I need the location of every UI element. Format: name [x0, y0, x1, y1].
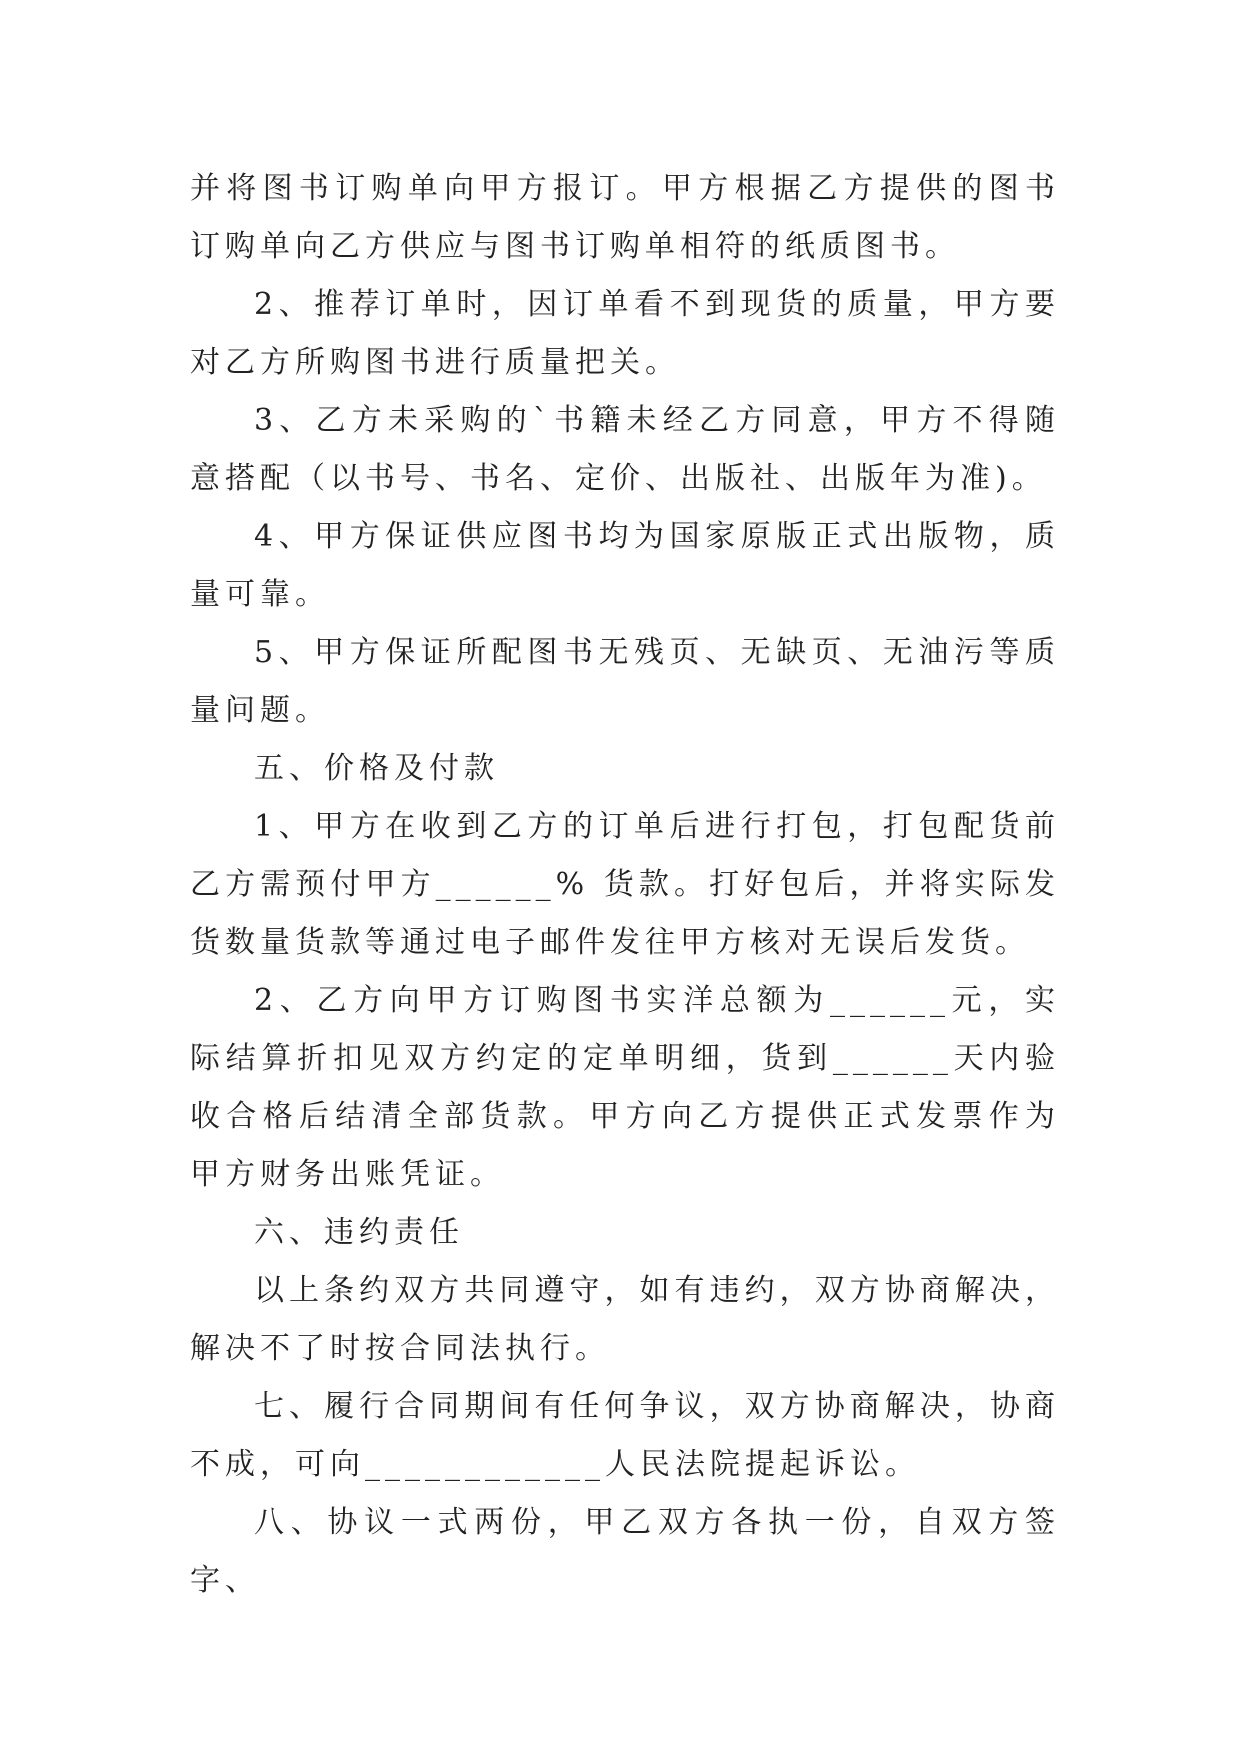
paragraph-breach: 以上条约双方共同遵守，如有违约，双方协商解决，解决不了时按合同法执行。: [190, 1273, 1060, 1366]
paragraph-copies: 八、协议一式两份，甲乙双方各执一份，自双方签字、: [190, 1505, 1060, 1598]
paragraph-payment-2: 2、乙方向甲方订购图书实洋总额为______元，实际结算折扣见双方约定的定单明细，货到______天内验收合格后结清全部货款。甲方向乙方提供正式发票作为甲方财务出账凭证。: [190, 983, 1060, 1192]
paragraph-clause-2: 2、推荐订单时，因订单看不到现货的质量，甲方要对乙方所购图书进行质量把关。: [190, 287, 1060, 380]
paragraph-continuation: 并将图书订购单向甲方报订。甲方根据乙方提供的图书订购单向乙方供应与图书订购单相符的纸质图书。: [190, 171, 1060, 264]
document-body: [190, 160, 1060, 1610]
paragraph-disputes: 七、履行合同期间有任何争议，双方协商解决，协商不成，可向____________人民法院提起诉讼。: [190, 1389, 1060, 1482]
paragraph-payment-1: 1、甲方在收到乙方的订单后进行打包，打包配货前乙方需预付甲方______% 货款。打好包后，并将实际发货数量货款等通过电子邮件发往甲方核对无误后发货。: [190, 809, 1060, 960]
paragraph-clause-3: 3、乙方未采购的`书籍未经乙方同意，甲方不得随意搭配（以书号、书名、定价、出版社、出版年为准)。: [190, 403, 1060, 496]
paragraph-clause-5: 5、甲方保证所配图书无残页、无缺页、无油污等质量问题。: [190, 635, 1060, 728]
paragraph-clause-4: 4、甲方保证供应图书均为国家原版正式出版物，质量可靠。: [190, 519, 1060, 612]
section-heading-breach: 六、违约责任: [254, 1215, 464, 1250]
section-heading-price-payment: 五、价格及付款: [254, 751, 499, 786]
